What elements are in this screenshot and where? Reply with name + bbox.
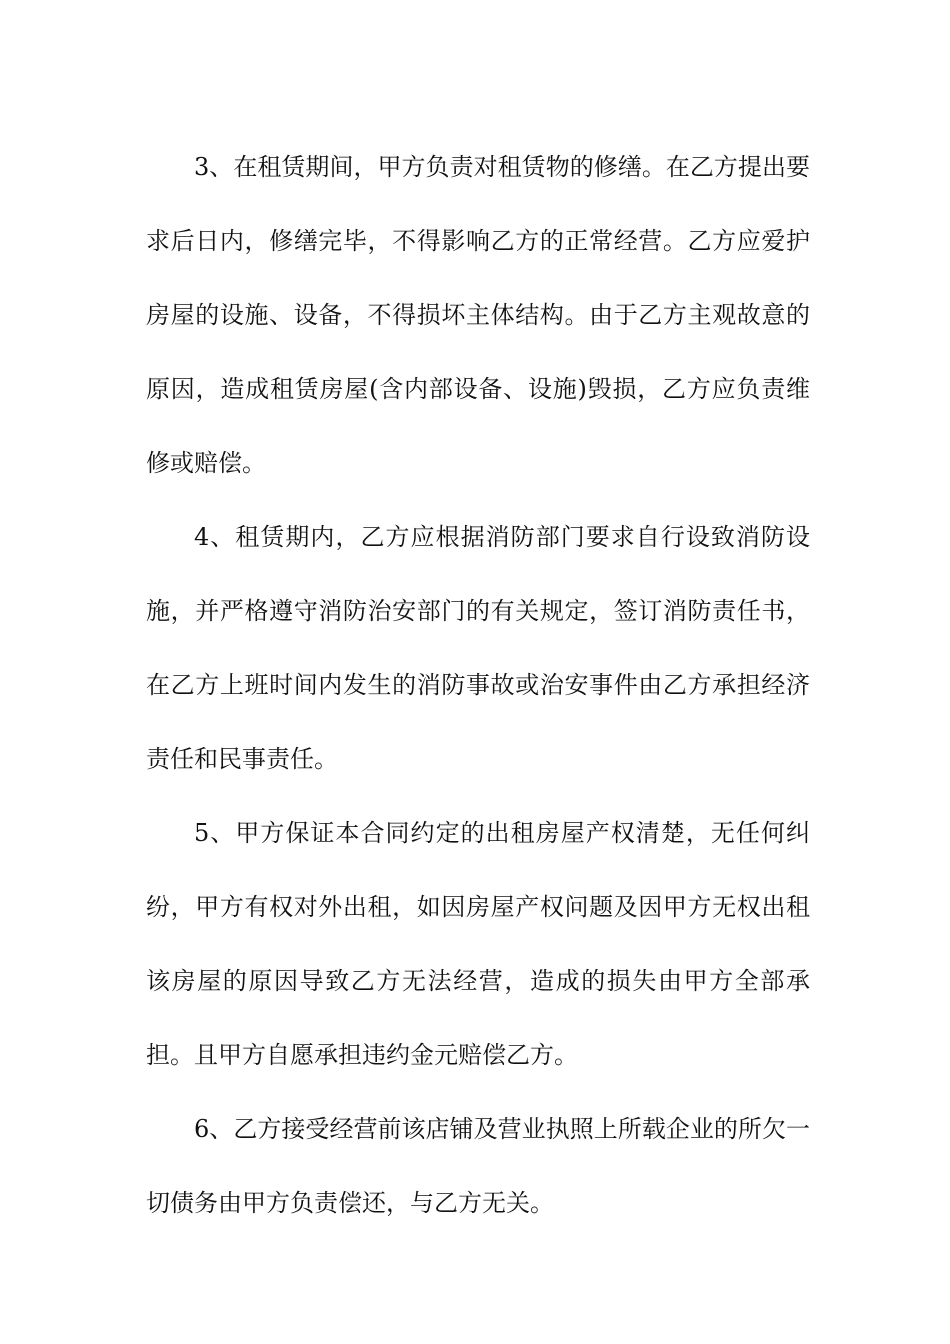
clause-6-paragraph: 6、乙方接受经营前该店铺及营业执照上所载企业的所欠一切债务由甲方负责偿还，与乙方无关。 (146, 1115, 810, 1217)
clause-4-paragraph: 4、租赁期内，乙方应根据消防部门要求自行设致消防设施，并严格遵守消防治安部门的有关规定，签订消防责任书，在乙方上班时间内发生的消防事故或治安事件由乙方承担经济责任和民事责任。 (146, 523, 810, 773)
document-page (146, 130, 810, 1240)
clause-3-paragraph: 3、在租赁期间，甲方负责对租赁物的修缮。在乙方提出要求后日内，修缮完毕，不得影响乙方的正常经营。乙方应爱护房屋的设施、设备，不得损坏主体结构。由于乙方主观故意的原因，造成租赁房屋(含内部设备、设施)毁损，乙方应负责维修或赔偿。 (146, 153, 810, 477)
clause-5-paragraph: 5、甲方保证本合同约定的出租房屋产权清楚，无任何纠纷，甲方有权对外出租，如因房屋产权问题及因甲方无权出租该房屋的原因导致乙方无法经营，造成的损失由甲方全部承担。且甲方自愿承担违约金元赔偿乙方。 (146, 819, 810, 1069)
